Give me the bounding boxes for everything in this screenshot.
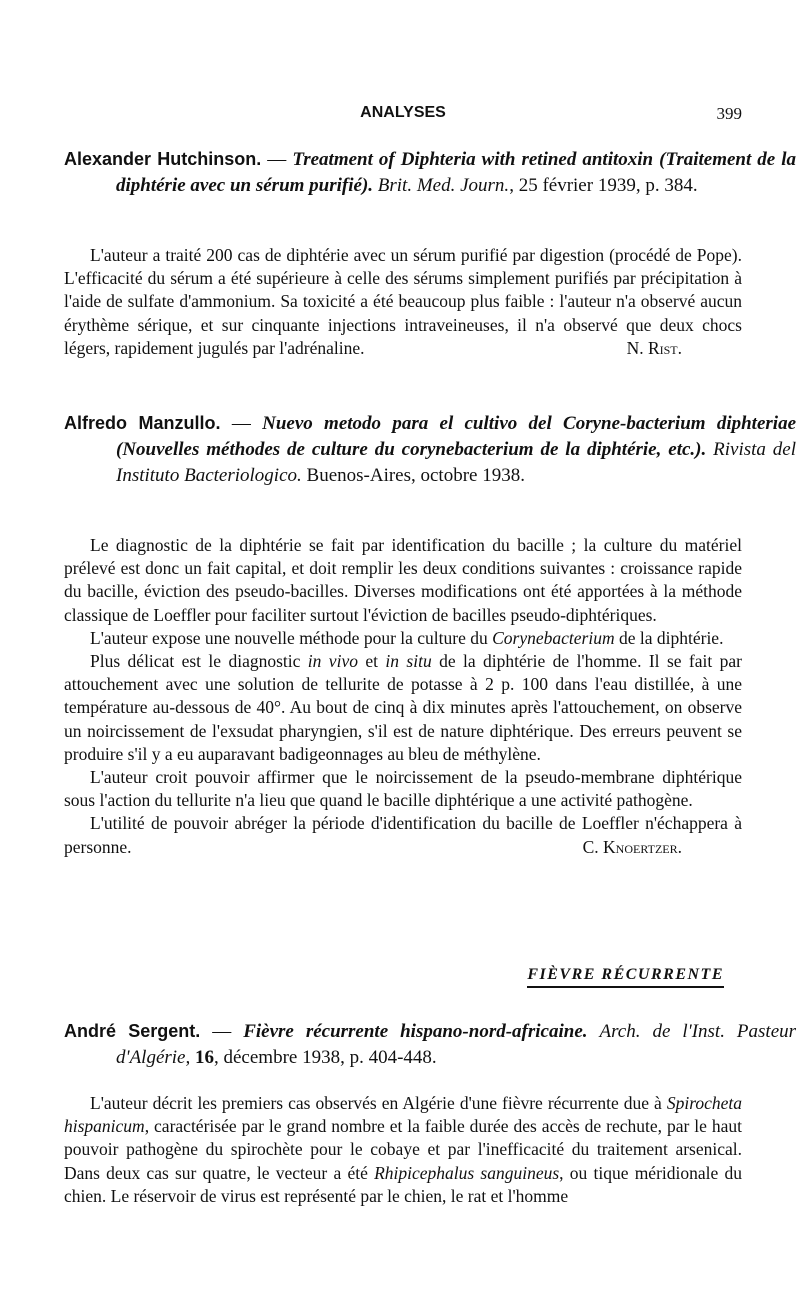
abstract-manzullo [64,534,742,859]
paragraph: L'auteur expose une nouvelle méthode pour la culture du Corynebacterium de la diphtérie. [90,627,724,648]
ref-title: Nuevo metodo para el cultivo del Coryne-bacterium diphteriae (Nouvelles méthodes de culture du corynebacterium de la diphtérie, etc.). [116,413,796,460]
paragraph: L'auteur croit pouvoir affirmer que le noircissement de la pseudo-membrane diphtérique sous l'action du tellurite n'a lieu que quand le bacille diphtérique a une activité pathogène. [64,767,742,811]
reference-sergent [64,1018,796,1071]
paragraph: Plus délicat est le diagnostic in vivo et in situ de la diphtérie de l'homme. Il se fait par attouchement avec une solution de tellurite de potasse à 2 p. 100 dans l'eau distillée, à une température au-dessous de 40°. Au bout de cinq à dix minutes après l'attouchement, on observe un noircissement de l'exsudat pharyngien, s'il est de nature diphtérique. Des erreurs peuvent se produire s'il y a eu auparavant badigeonnages au bleu de méthylène. [64,651,742,764]
paragraph: Le diagnostic de la diphtérie se fait par identification du bacille ; la culture du matériel prélevé est donc un fait capital, et doit remplir les deux conditions suivantes : croissance rapide du bacille, éviction des pseudo-bacilles. Diverses modifications ont été apportées à la méthode classique de Loeffler pour faciliter surtout l'éviction de bacilles pseudo-diphtériques. [64,535,742,625]
signature: C. Knoertzer. [582,836,682,857]
abstract-sergent [64,1092,742,1208]
ref-title: Treatment of Diphteria with retined antitoxin (Traitement de la diphtérie avec un sérum purifié). [116,149,797,196]
ref-details: Buenos-Aires, octobre 1938. [301,465,525,486]
reference-hutchinson [64,146,796,199]
ref-title: Fièvre récurrente hispano-nord-africaine. [243,1021,588,1042]
abstract-hutchinson [64,244,742,360]
ref-author: Alexander Hutchinson. [64,149,262,169]
page-number: 399 [716,104,742,123]
reference-manzullo [64,410,796,489]
section-heading: FIÈVRE RÉCURRENTE [527,966,724,988]
ref-volume: 16 [195,1047,214,1068]
ref-journal: Arch. de l'Inst. Pasteur d'Algérie, [116,1021,797,1068]
ref-details: , 25 février 1939, p. 384. [509,175,698,196]
paragraph: L'auteur décrit les premiers cas observés en Algérie d'une fièvre récurrente due à Spirocheta hispanicum, caractérisée par le grand nombre et la faible durée des accès de rechute, par le haut pouvoir pathogène du spirochète pour le cobaye et par l'inefficacité du traitement arsenical. Dans deux cas sur quatre, le vecteur a été Rhipicephalus sanguineus, ou tique méridionale du chien. Le réservoir de virus est représenté par le chien, le rat et l'homme [64,1093,742,1206]
ref-dash: — [261,149,293,170]
paragraph: L'utilité de pouvoir abréger la période d'identification du bacille de Loeffler n'échappera à personne. C. Knoertzer. [64,812,742,858]
ref-journal: Brit. Med. Journ. [377,175,510,196]
ref-journal: Rivista del Instituto Bacteriologico. [116,439,796,486]
ref-details: , décembre 1938, p. 404-448. [214,1047,437,1068]
ref-dash: — [220,413,263,434]
ref-author: Alfredo Manzullo. [64,413,221,433]
running-title: ANALYSES [360,104,446,121]
ref-dash: — [200,1021,244,1042]
signature: N. Rist. [626,337,682,358]
abstract-text: L'auteur a traité 200 cas de diphtérie avec un sérum purifié par digestion (procédé de Pope). L'efficacité du sérum a été supérieure à celle des sérums simplement purifiés par précipitation à l'aide de sulfate d'ammonium. Sa toxicité a été beaucoup plus faible : l'auteur n'a observé aucun érythème sérique, et sur cinquante injections intraveineuses, il n'a observé que deux chocs légers, rapidement jugulés par l'adrénaline. [64,245,742,358]
running-head [64,104,742,126]
ref-author: André Sergent. [64,1021,201,1041]
